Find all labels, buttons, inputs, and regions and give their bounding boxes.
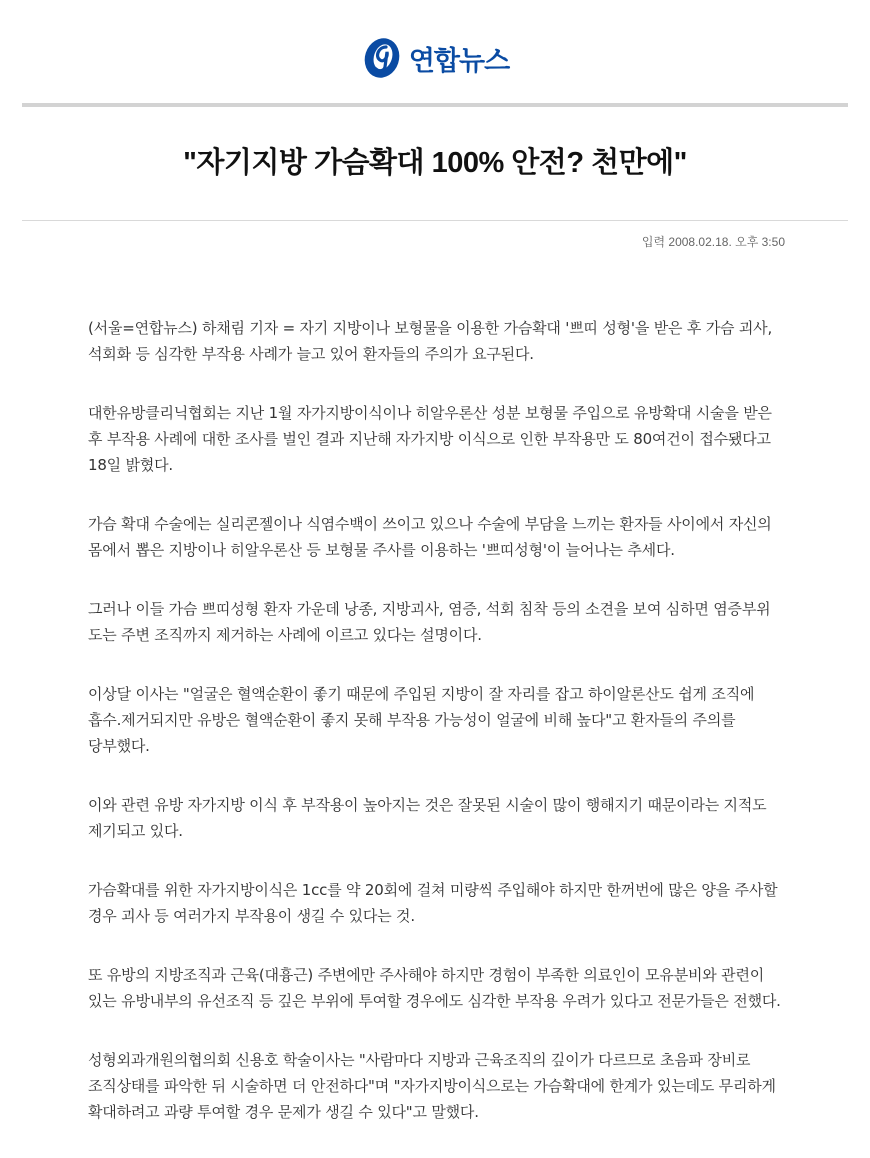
title-divider	[22, 220, 848, 221]
article-dateline: 입력 2008.02.18. 오후 3:50	[641, 235, 785, 249]
article-paragraph: 그러나 이들 가슴 쁘띠성형 환자 가운데 낭종, 지방괴사, 염증, 석회 침착 등의 소견을 보여 심하면 염증부위 도는 주변 조직까지 제거하는 사례에 이르고 있다는 설명이다.	[88, 600, 771, 644]
article-paragraph: 또 유방의 지방조직과 근육(대흉근) 주변에만 주사해야 하지만 경험이 부족한 의료인이 모유분비와 관련이 있는 유방내부의 유선조직 등 깊은 부위에 투여할 경우에도 심각한 부작용 우려가 있다고 전문가들은 전했다.	[88, 966, 781, 1010]
yonhap-emblem-icon	[361, 37, 403, 79]
article-paragraph: 성형외과개원의협의회 신용호 학술이사는 "사람마다 지방과 근육조직의 깊이가 다르므로 초음파 장비로 조직상태를 파악한 뒤 시술하면 더 안전하다"며 "자가지방이식으로는 가슴확대에 한계가 있는데도 무리하게 확대하려고 과량 투여할 경우 문제가 생길 수 있다"고 말했다.	[88, 1051, 776, 1121]
article-paragraph: 대한유방클리닉협회는 지난 1월 자가지방이식이나 히알우론산 성분 보형물 주입으로 유방확대 시술을 받은 후 부작용 사례에 대한 조사를 벌인 결과 지난해 자가지방 이식으로 인한 부작용만 도 80여건이 접수됐다고 18일 밝혔다.	[88, 404, 772, 474]
yonhap-logo[interactable]	[361, 37, 509, 79]
top-divider	[22, 103, 848, 107]
logo-text: 연합뉴스	[408, 45, 510, 77]
article-body	[88, 315, 788, 1158]
article-title: "자기지방 가슴확대 100% 안전? 천만에"	[183, 147, 687, 179]
article-paragraph: 이와 관련 유방 자가지방 이식 후 부작용이 높아지는 것은 잘못된 시술이 많이 행해지기 때문이라는 지적도 제기되고 있다.	[88, 796, 767, 840]
article-paragraph: 가슴 확대 수술에는 실리콘젤이나 식염수백이 쓰이고 있으나 수술에 부담을 느끼는 환자들 사이에서 자신의 몸에서 뽑은 지방이나 히알우론산 등 보형물 주사를 이용하는 '쁘띠성형'이 늘어나는 추세다.	[88, 515, 772, 559]
article-paragraph: (서울=연합뉴스) 하채림 기자 = 자기 지방이나 보형물을 이용한 가슴확대 '쁘띠 성형'을 받은 후 가슴 괴사, 석회화 등 심각한 부작용 사례가 늘고 있어 환자들의 주의가 요구된다.	[88, 319, 773, 363]
masthead	[0, 28, 870, 88]
article-paragraph: 가슴확대를 위한 자가지방이식은 1cc를 약 20회에 걸쳐 미량씩 주입해야 하지만 한꺼번에 많은 양을 주사할 경우 괴사 등 여러가지 부작용이 생길 수 있다는 것.	[88, 881, 778, 925]
article-paragraph: 이상달 이사는 "얼굴은 혈액순환이 좋기 때문에 주입된 지방이 잘 자리를 잡고 하이알론산도 쉽게 조직에 흡수.제거되지만 유방은 혈액순환이 좋지 못해 부작용 가능성이 얼굴에 비해 높다"고 환자들의 주의를 당부했다.	[88, 685, 755, 755]
